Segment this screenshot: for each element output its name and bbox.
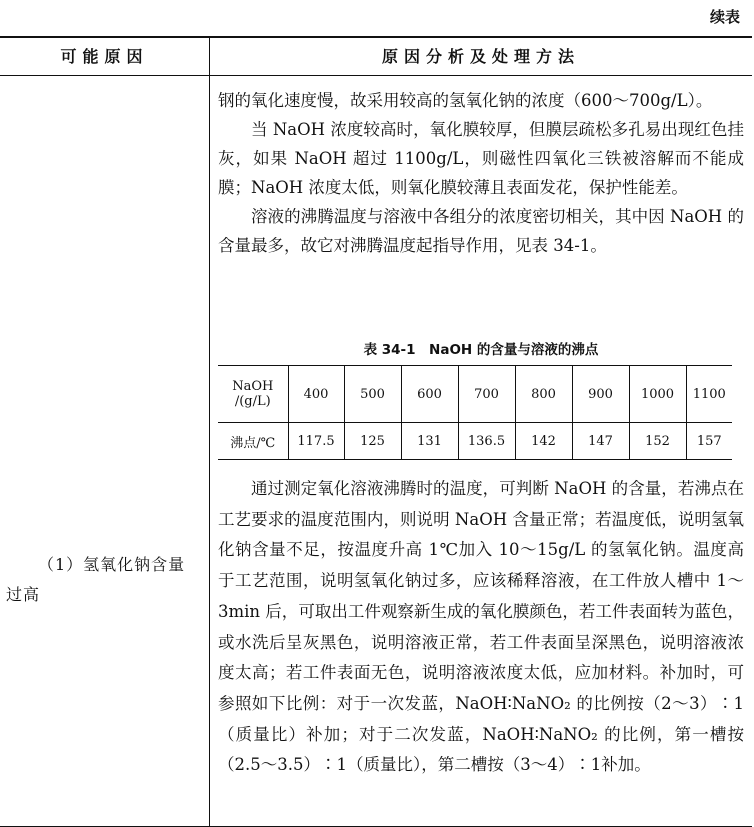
boiling-cell: 117.5 — [288, 423, 344, 460]
boiling-cell: 157 — [686, 423, 732, 460]
naoh-boiling-table — [218, 365, 732, 460]
naoh-cell: 500 — [344, 366, 401, 423]
header-analysis: 原因分析及处理方法 — [381, 47, 580, 66]
naoh-cell: 1100 — [686, 366, 732, 423]
paragraph-2: 当 NaOH 浓度较高时，氧化膜较厚，但膜层疏松多孔易出现红色挂灰，如果 NaOH 超过 1100g/L，则磁性四氧化三铁被溶解而不能成膜；NaOH 浓度太低，则氧化膜较薄且表面发花，保护性能差。 — [218, 120, 744, 197]
boiling-cell: 136.5 — [458, 423, 515, 460]
naoh-cell: 1000 — [629, 366, 686, 423]
table-row-naoh — [218, 366, 732, 423]
header-divider — [0, 75, 752, 76]
naoh-cell: 700 — [458, 366, 515, 423]
boiling-cell: 125 — [344, 423, 401, 460]
naoh-cell: 800 — [515, 366, 572, 423]
header-cause: 可能原因 — [60, 47, 149, 66]
naoh-cell: 400 — [288, 366, 344, 423]
table-caption: 表 34-1 NaOH 的含量与溶液的沸点 — [363, 342, 599, 358]
row-label-boiling: 沸点/℃ — [218, 423, 288, 460]
analysis-top — [218, 86, 744, 260]
boiling-cell: 147 — [572, 423, 629, 460]
boiling-cell: 142 — [515, 423, 572, 460]
continued-label: 续表 — [709, 8, 740, 26]
table-row-boiling — [218, 423, 732, 460]
boiling-cell: 131 — [401, 423, 458, 460]
row-label-naoh: NaOH /(g/L) — [218, 366, 288, 423]
paragraph-1: 钢的氧化速度慢，故采用较高的氢氧化钠的浓度（600～700g/L）。 — [218, 91, 713, 110]
column-divider — [209, 36, 210, 827]
boiling-cell: 152 — [629, 423, 686, 460]
naoh-cell: 600 — [401, 366, 458, 423]
paragraph-4: 通过测定氧化溶液沸腾时的温度，可判断 NaOH 的含量，若沸点在工艺要求的温度范围内，则说明 NaOH 含量正常；若温度低，说明氢氧化钠含量不足，按温度升高 1℃加入 10～15g/L 的氢氧化钠。温度高于工艺范围，说明氢氧化钠过多，应该稀释溶液，在工件放人槽中 1～3min 后，可取出工件观察新生成的氧化膜颜色，若工件表面转为蓝色，或水洗后呈灰黑色，说明溶液正常，若工件表面呈深黑色，说明溶液浓度太高；若工件表面无色，说明溶液浓度太低，应加材料。补加时，可参照如下比例：对于一次发蓝，NaOH∶NaNO₂ 的比例按（2～3）∶1（质量比）补加；对于二次发蓝，NaOH∶NaNO₂ 的比例，第一槽按（2.5～3.5）∶1（质量比），第二槽按（3～4）∶1补加。 — [218, 479, 744, 775]
paragraph-3: 溶液的沸腾温度与溶液中各组分的浓度密切相关，其中因 NaOH 的含量最多，故它对沸腾温度起指导作用，见表 34-1。 — [218, 207, 744, 255]
naoh-cell: 900 — [572, 366, 629, 423]
cause-text: （1）氢氧化钠含量过高 — [6, 555, 186, 604]
